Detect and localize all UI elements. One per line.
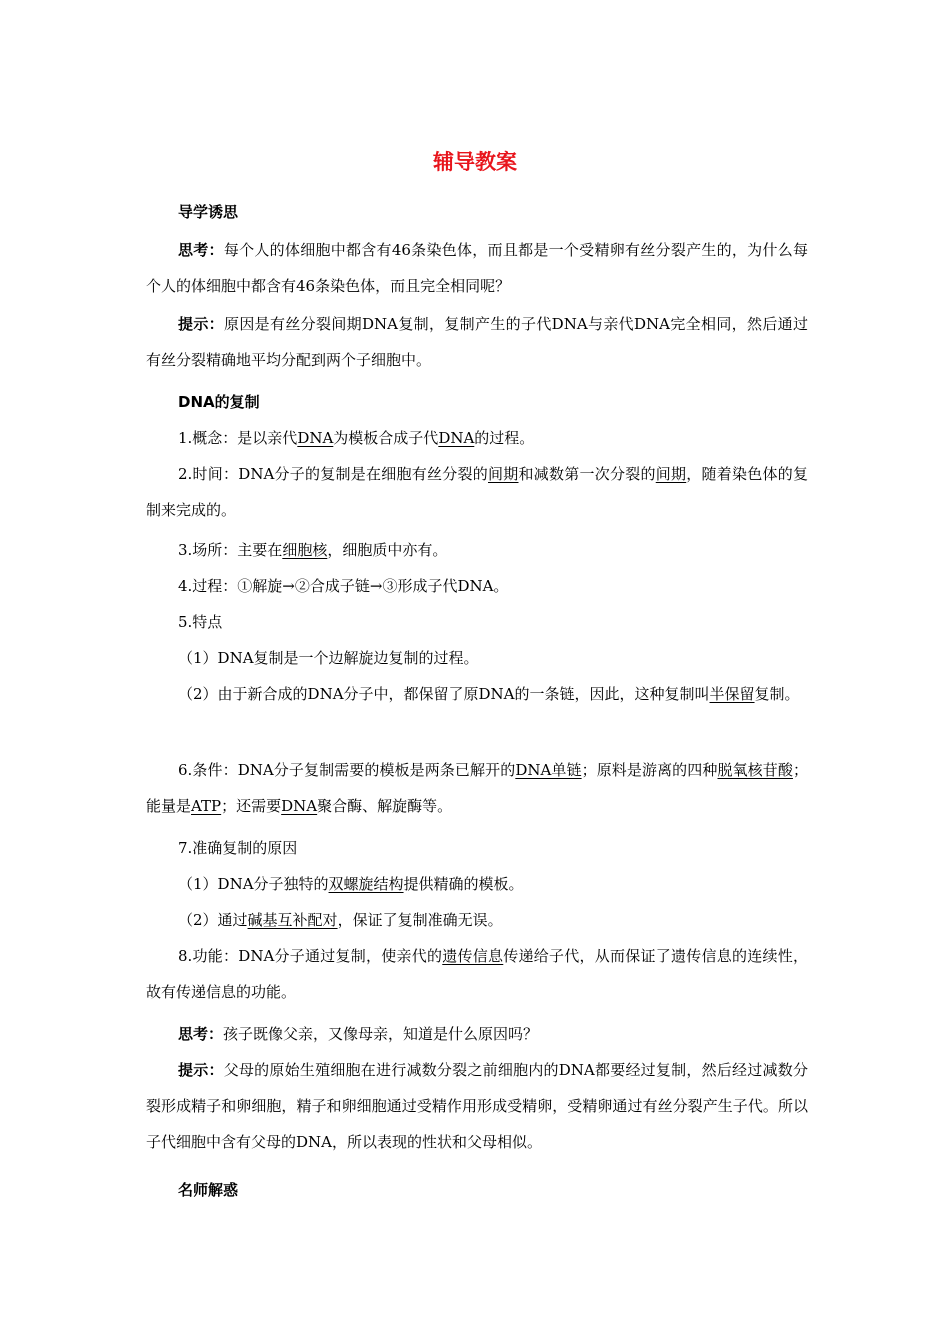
section-heading-guide: 导学诱思 <box>178 203 239 221</box>
accuracy-reason-1: （1）DNA分子独特的双螺旋结构提供精确的模板。 <box>178 875 524 893</box>
think-paragraph-1 <box>146 232 808 304</box>
point-function: 8.功能：DNA分子通过复制，使亲代的遗传信息传递给子代，从而保证了遗传信息的连续性，故有传递信息的功能。 <box>146 947 808 1001</box>
point-concept: 1.概念：是以亲代DNA为模板合成子代DNA的过程。 <box>178 429 535 447</box>
point-process: 4.过程：①解旋→②合成子链→③形成子代DNA。 <box>178 577 509 595</box>
think-text: 孩子既像父亲，又像母亲，知道是什么原因吗？ <box>223 1025 539 1043</box>
underlined-term: DNA单链 <box>515 761 582 779</box>
underlined-term: DNA <box>438 429 475 447</box>
accuracy-reason-2: （2）通过碱基互补配对，保证了复制准确无误。 <box>178 911 503 929</box>
hint-paragraph-1 <box>146 306 808 378</box>
point-features: 5.特点 <box>178 613 223 631</box>
underlined-term: 脱氧核苷酸 <box>717 761 793 779</box>
feature-2: （2）由于新合成的DNA分子中，都保留了原DNA的一条链，因此，这种复制叫半保留复制。 <box>178 685 800 703</box>
hint-text: 原因是有丝分裂间期DNA复制，复制产生的子代DNA与亲代DNA完全相同，然后通过有丝分裂精确地平均分配到两个子细胞中。 <box>146 315 808 369</box>
hint-label: 提示： <box>178 1061 224 1079</box>
underlined-term: 遗传信息 <box>442 947 504 965</box>
feature-1: （1）DNA复制是一个边解旋边复制的过程。 <box>178 649 479 667</box>
section-heading-dna-replication: DNA的复制 <box>178 393 260 411</box>
underlined-term: 间期 <box>488 465 519 483</box>
think-label: 思考： <box>178 1025 224 1043</box>
point-time: 2.时间：DNA分子的复制是在细胞有丝分裂的间期和减数第一次分裂的间期，随着染色体的复制来完成的。 <box>146 465 808 519</box>
underlined-term: DNA <box>281 797 318 815</box>
point-accuracy: 7.准确复制的原因 <box>178 839 298 857</box>
section-heading-teacher: 名师解惑 <box>178 1181 239 1199</box>
page-title: 辅导教案 <box>433 150 517 174</box>
hint-text: 父母的原始生殖细胞在进行减数分裂之前细胞内的DNA都要经过复制，然后经过减数分裂形成精子和卵细胞，精子和卵细胞通过受精作用形成受精卵，受精卵通过有丝分裂产生子代。所以子代细胞中含有父母的DNA，所以表现的性状和父母相似。 <box>146 1061 808 1151</box>
underlined-term: 半保留 <box>709 685 755 703</box>
underlined-term: DNA <box>297 429 334 447</box>
think-label: 思考： <box>178 241 224 259</box>
underlined-term: 间期 <box>655 465 687 483</box>
think-text: 每个人的体细胞中都含有46条染色体，而且都是一个受精卵有丝分裂产生的，为什么每个人的体细胞中都含有46条染色体，而且完全相同呢？ <box>146 241 808 295</box>
underlined-term: 细胞核 <box>282 541 328 559</box>
point-location: 3.场所：主要在细胞核，细胞质中亦有。 <box>178 541 448 559</box>
underlined-term: 双螺旋结构 <box>328 875 404 893</box>
underlined-term: 碱基互补配对 <box>247 911 338 929</box>
hint-paragraph-2 <box>146 1052 808 1160</box>
point-conditions: 6.条件：DNA分子复制需要的模板是两条已解开的DNA单链；原料是游离的四种脱氧核苷酸；能量是ATP；还需要DNA聚合酶、解旋酶等。 <box>146 761 808 815</box>
hint-label: 提示： <box>178 315 225 333</box>
think-paragraph-2 <box>146 1016 808 1052</box>
underlined-term: ATP <box>191 797 222 815</box>
